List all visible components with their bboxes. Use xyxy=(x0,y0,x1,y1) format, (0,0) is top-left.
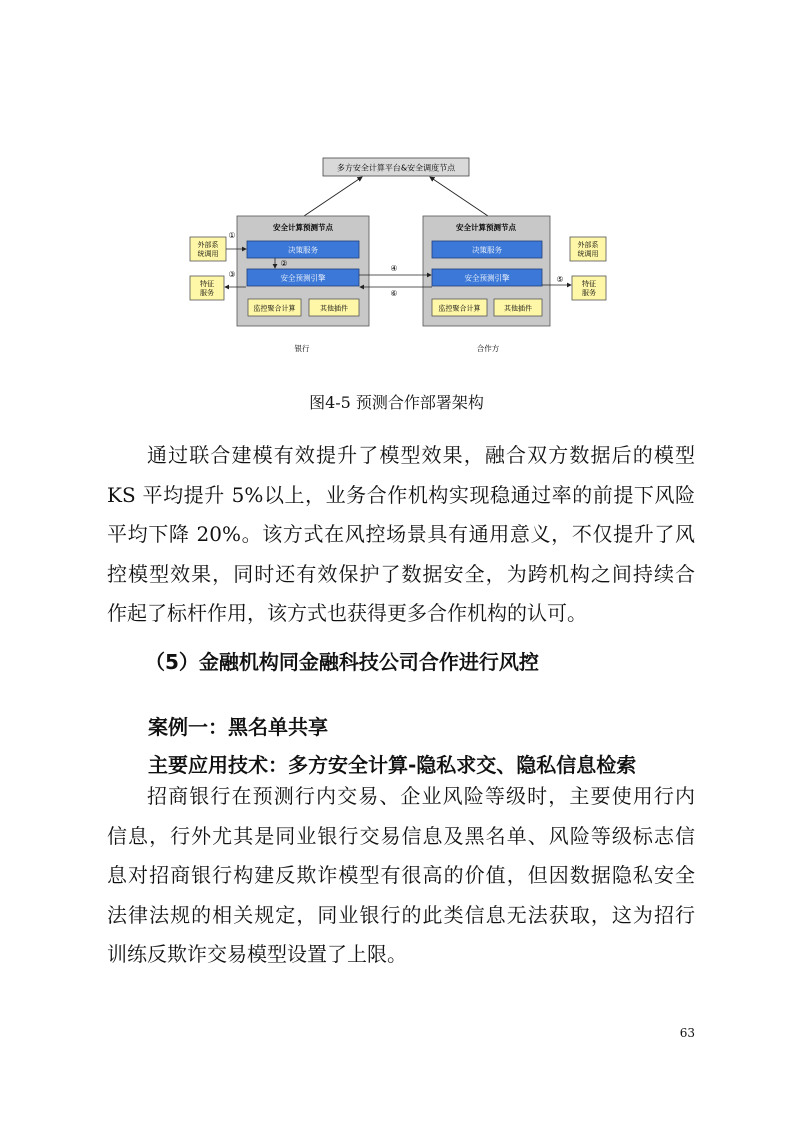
page-number: 63 xyxy=(679,1026,695,1040)
top-link-left xyxy=(304,177,362,216)
left-external-label: 外部系统调用 xyxy=(197,241,219,258)
case-heading: 案例一：黑名单共享 xyxy=(148,715,328,739)
paragraph-2-line: 法律法规的相关规定，同业银行的此类信息无法获取，这为招行 xyxy=(107,902,695,927)
paragraph-1-line: KS 平均提升 5%以上，业务合作机构实现稳通过率的前提下风险 xyxy=(107,482,695,507)
top-link-right xyxy=(430,177,488,216)
paragraph-1-line: 通过联合建模有效提升了模型效果，融合双方数据后的模型 xyxy=(147,443,695,467)
figure-caption: 图4-5 预测合作部署架构 xyxy=(309,393,484,412)
marker-2: ② xyxy=(280,259,288,268)
right-plugin-label: 其他插件 xyxy=(504,304,532,313)
paragraph-2-line: 息对招商银行构建反欺诈模型有很高的价值，但因数据隐私安全 xyxy=(107,863,695,887)
right-monitor-label: 监控聚合计算 xyxy=(438,304,481,313)
right-panel-title: 安全计算预测节点 xyxy=(456,223,516,232)
paragraph-1-line: 平均下降 20%。该方式在风控场景具有通用意义，不仅提升了风 xyxy=(107,522,695,546)
paragraph-2-line: 训练反欺诈交易模型设置了上限。 xyxy=(107,942,407,966)
paragraph-1-line: 作起了标杆作用，该方式也获得更多合作机构的认可。 xyxy=(107,601,587,625)
top-node-label: 多方安全计算平台&安全调度节点 xyxy=(336,163,456,173)
left-feature-label: 特征服务 xyxy=(200,280,214,297)
left-engine-label: 安全预测引擎 xyxy=(280,273,326,283)
right-engine-label: 安全预测引擎 xyxy=(464,273,510,283)
marker-3: ③ xyxy=(228,270,236,279)
paragraph-2-line: 信息，行外尤其是同业银行交易信息及黑名单、风险等级标志信 xyxy=(107,823,695,848)
right-party-label: 合作方 xyxy=(476,344,500,353)
right-external-label: 外部系统调用 xyxy=(577,241,599,258)
marker-1: ① xyxy=(228,231,236,240)
left-decision-label: 决策服务 xyxy=(288,245,318,255)
paragraph-2 xyxy=(107,777,695,975)
paragraph-2-line: 招商银行在预测行内交易、企业风险等级时，主要使用行内 xyxy=(147,784,695,808)
paragraph-1-line: 控模型效果，同时还有效保护了数据安全，为跨机构之间持续合 xyxy=(107,561,695,586)
paragraph-1 xyxy=(107,436,695,634)
tech-heading: 主要应用技术：多方安全计算-隐私求交、隐私信息检索 xyxy=(148,753,637,777)
marker-4: ④ xyxy=(390,264,398,273)
marker-5: ⑤ xyxy=(556,275,564,284)
left-party-label: 银行 xyxy=(294,344,310,353)
right-feature-label: 特征服务 xyxy=(582,280,596,297)
left-panel-title: 安全计算预测节点 xyxy=(273,223,333,232)
left-plugin-label: 其他插件 xyxy=(320,304,348,313)
left-monitor-label: 监控聚合计算 xyxy=(253,304,296,313)
marker-6: ⑥ xyxy=(390,289,398,298)
section-heading: （5）金融机构同金融科技公司合作进行风控 xyxy=(145,650,539,674)
right-decision-label: 决策服务 xyxy=(472,245,502,255)
architecture-diagram xyxy=(0,0,793,380)
